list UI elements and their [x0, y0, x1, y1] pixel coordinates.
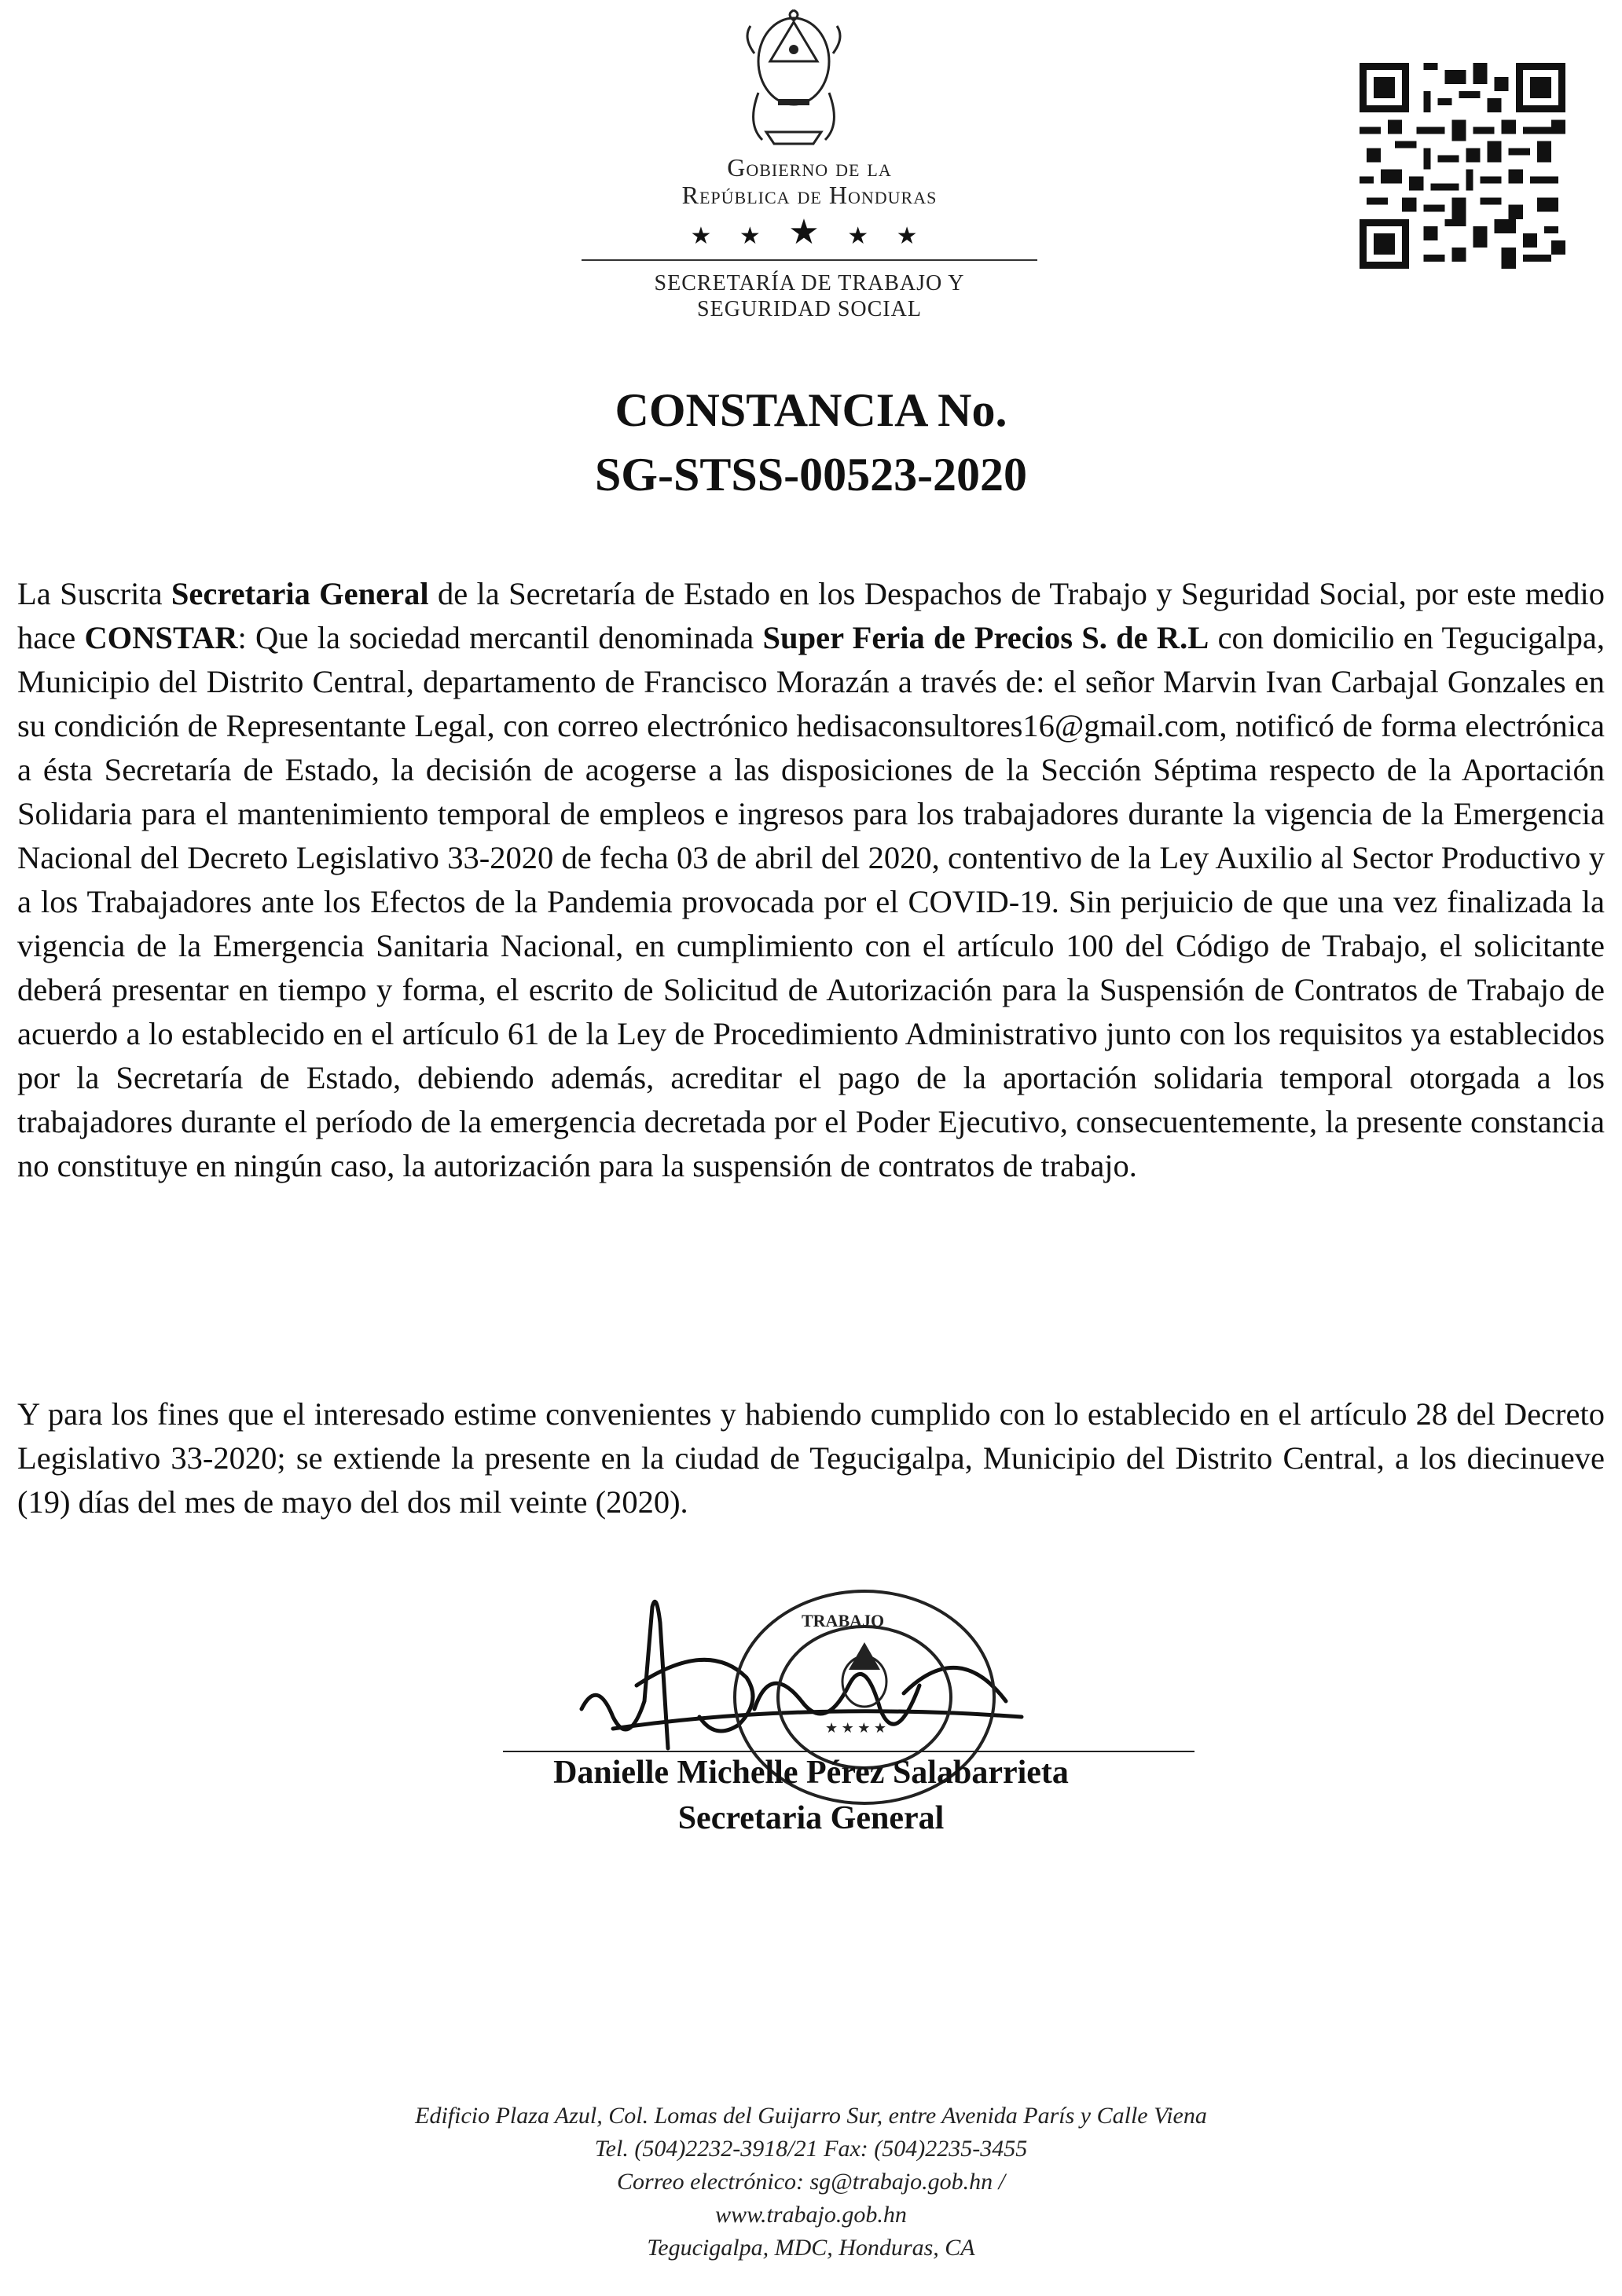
- stars-row: [550, 212, 1069, 252]
- stars-left: ★ ★: [690, 223, 772, 249]
- qr-code-icon: [1360, 63, 1565, 269]
- government-name-line2: República de Honduras: [681, 181, 938, 209]
- footer-city: Tegucigalpa, MDC, Honduras, CA: [647, 2235, 975, 2261]
- footer-phone: Tel. (504)2232-3918/21 Fax: (504)2235-3455: [594, 2136, 1028, 2162]
- p1-text: La Suscrita: [17, 576, 171, 611]
- document-number: SG-STSS-00523-2020: [594, 449, 1028, 501]
- signatory-title: Secretaria General: [677, 1800, 945, 1836]
- p1-text: con domicilio en Tegucigalpa, Municipio del Distrito Central, departamento de Francisco Morazán a través de: el señor Marvin Ivan Carbajal Gonzales en su condición de Representante Legal, con correo electrónico hedisaconsultores16@gmail.com, notificó de forma electrónica a ésta Secretaría de Estado, la decisión de acogerse a las disposiciones de la Sección Séptima respecto de la Aportación Solidaria para el mantenimiento temporal de empleos e ingresos para los trabajadores durante la vigencia de la Emergencia Nacional del Decreto Legislativo 33-2020 de fecha 03 de abril del 2020, contentivo de la Ley Auxilio al Sector Productivo y a los Trabajadores ante los Efectos de la Pandemia provocada por el COVID-19. Sin perjuicio de que una vez finalizada la vigencia de la Emergencia Sanitaria Nacional, en cumplimiento con el artículo 100 del Código de Trabajo, el solicitante deberá presentar en tiempo y forma, el escrito de Solicitud de Autorización para la Suspensión de Contratos de Trabajo de acuerdo a lo establecido en el artículo 61 de la Ley de Procedimiento Administrativo junto con los requisitos ya establecidos por la Secretaría de Estado, debiendo además, acreditar el pago de la aportación solidaria temporal otorgada a los trabajadores durante el período de la emergencia decretada por el Poder Ejecutivo, consecuentemente, la presente constancia no constituye en ningún caso, la autorización para la suspensión de contratos de trabajo.: [17, 620, 1605, 1183]
- svg-text:★ ★ ★ ★: ★ ★ ★ ★: [825, 1720, 887, 1736]
- p1-bold-constar: CONSTAR: [84, 620, 238, 655]
- letterhead: [550, 0, 1069, 330]
- header-divider: [582, 259, 1037, 261]
- signatory-name: Danielle Michelle Pérez Salabarrieta: [553, 1755, 1069, 1791]
- star-center: ★: [788, 213, 831, 251]
- footer-email: Correo electrónico: sg@trabajo.gob.hn /: [617, 2169, 1005, 2195]
- footer-address: Edificio Plaza Azul, Col. Lomas del Guijarro Sur, entre Avenida París y Calle Viena: [415, 2103, 1207, 2129]
- p1-text: de la Secretaría de Estado en los Despachos de Trabajo y Seguridad Social, por este medio hace: [17, 576, 1605, 655]
- coat-of-arms-icon: [731, 6, 857, 148]
- government-name-line1: Gobierno de la: [727, 153, 892, 182]
- body-paragraph-1: [17, 572, 1605, 1188]
- stars-right: ★ ★: [847, 223, 929, 249]
- signature-line: [503, 1751, 1194, 1752]
- svg-text:TRABAJO: TRABAJO: [802, 1611, 885, 1630]
- p1-bold-company: Super Feria de Precios S. de R.L: [762, 620, 1209, 655]
- ministry-name-line2: SEGURIDAD SOCIAL: [697, 297, 922, 321]
- p1-bold-secretaria: Secretaria General: [171, 576, 429, 611]
- body-paragraph-2: Y para los fines que el interesado estime convenientes y habiendo cumplido con lo establecido en el artículo 28 del Decreto Legislativo 33-2020; se extiende la presente en la ciudad de Tegucigalpa, Municipio del Distrito Central, a los diecinueve (19) días del mes de mayo del dos mil veinte (2020).: [17, 1396, 1605, 1520]
- footer-website: www.trabajo.gob.hn: [715, 2202, 907, 2228]
- document-title: CONSTANCIA No.: [615, 384, 1007, 436]
- ministry-name-line1: SECRETARÍA DE TRABAJO Y: [654, 271, 965, 295]
- p1-text: : Que la sociedad mercantil denominada: [237, 620, 763, 655]
